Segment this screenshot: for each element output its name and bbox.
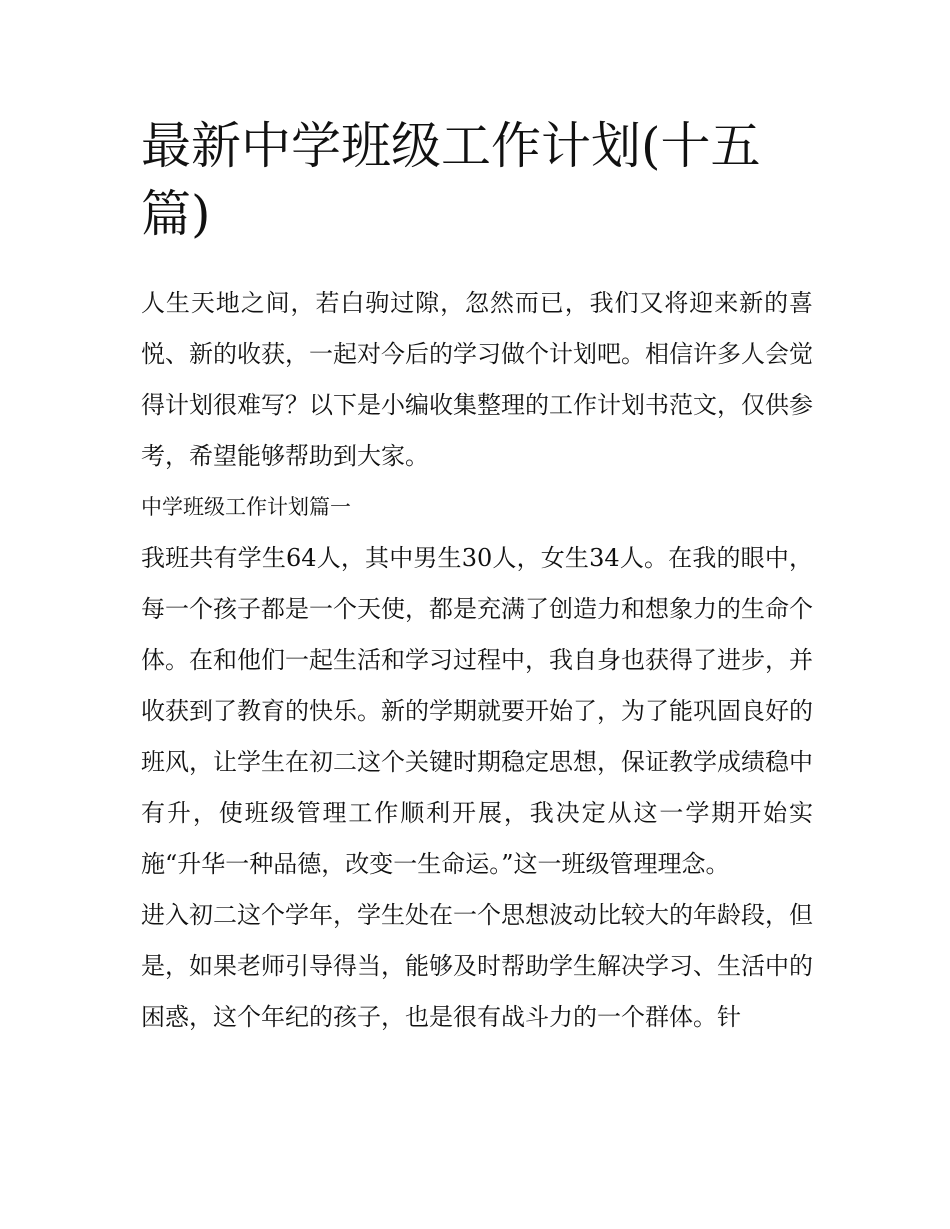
body-paragraph-2: 进入初二这个学年，学生处在一个思想波动比较大的年龄段，但是，如果老师引导得当，能够及时帮助学生解决学习、生活中的困惑，这个年纪的孩子，也是很有战斗力的一个群体。针 (141, 901, 813, 1031)
document-body (141, 278, 813, 1043)
body-paragraph-1: 我班共有学生64人，其中男生30人，女生34人。在我的眼中，每一个孩子都是一个天使，都是充满了创造力和想象力的生命个体。在和他们一起生活和学习过程中，我自身也获得了进步，并收获到了教育的快乐。新的学期就要开始了，为了能巩固良好的班风，让学生在初二这个关键时期稳定思想，保证教学成绩稳中有升，使班级管理工作顺利开展，我决定从这一学期开始实施“升华一种品德，改变一生命运。”这一班级管理理念。 (141, 544, 813, 878)
section-heading: 中学班级工作计划篇一 (141, 495, 351, 519)
document-page (141, 0, 813, 1229)
document-title: 最新中学班级工作计划(十五篇) (141, 117, 761, 243)
intro-paragraph: 人生天地之间，若白驹过隙，忽然而已，我们又将迎来新的喜悦、新的收获，一起对今后的学习做个计划吧。相信许多人会觉得计划很难写？以下是小编收集整理的工作计划书范文，仅供参考，希望能够帮助到大家。 (141, 289, 813, 470)
